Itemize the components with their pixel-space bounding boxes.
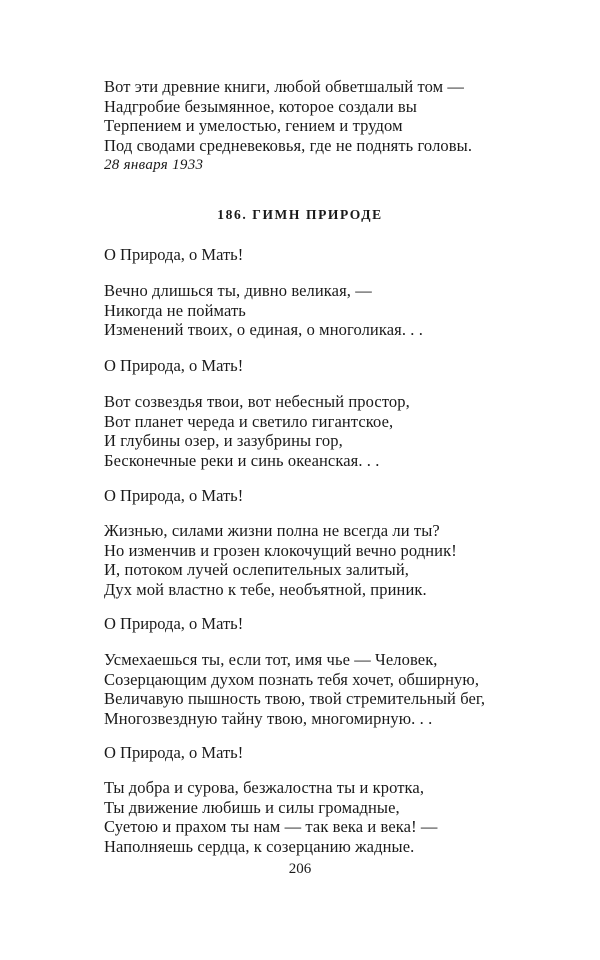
previous-poem-stanza	[104, 77, 564, 155]
poem-line: Ты движение любишь и силы громадные,	[104, 797, 400, 817]
poem-line: Но изменчив и грозен клокочущий вечно родник!	[104, 540, 457, 560]
poem-line: Вот созвездья твои, вот небесный простор,	[104, 392, 410, 411]
refrain-line: О Природа, о Мать!	[104, 356, 244, 375]
stanza	[104, 521, 564, 599]
stanza	[104, 778, 564, 856]
poem-line: Многозвездную тайну твою, многомирную. . .	[104, 708, 433, 728]
poem-line: Суетою и прахом ты нам — так века и века! —	[104, 817, 438, 837]
poem-line: Изменений твоих, о единая, о многоликая. . .	[104, 320, 423, 340]
page-number: 206	[288, 861, 312, 877]
stanza	[104, 650, 564, 728]
poem-line: Усмехаешься ты, если тот, имя чье — Человек,	[104, 650, 438, 669]
refrain-line: О Природа, о Мать!	[104, 614, 244, 633]
poem-line: Жизнью, силами жизни полна не всегда ли ты?	[104, 521, 440, 540]
poem-line: Вечно длишься ты, дивно великая, —	[104, 281, 372, 300]
poem-line: И, потоком лучей ослепительных залитый,	[104, 560, 410, 580]
refrain-line: О Природа, о Мать!	[104, 245, 244, 264]
poem-title: 186. ГИМН ПРИРОДЕ	[217, 207, 383, 222]
poem-line: Терпением и умелостью, гением и трудом	[104, 116, 403, 136]
poem-line: Надгробие безымянное, которое создали вы	[104, 96, 417, 116]
poem-date: 28 января 1933	[104, 157, 204, 173]
poem-line: Никогда не поймать	[104, 300, 246, 320]
poem-line: Наполняешь сердца, к созерцанию жадные.	[104, 836, 415, 856]
poem-line: Бесконечные реки и синь океанская. . .	[104, 450, 380, 470]
poem-line: Вот эти древние книги, любой обветшалый том —	[104, 77, 464, 96]
refrain-line: О Природа, о Мать!	[104, 743, 244, 762]
stanza	[104, 281, 564, 340]
poem-line: Вот планет череда и светило гигантское,	[104, 411, 394, 431]
poem-line: Дух мой властно к тебе, необъятной, приник.	[104, 579, 427, 599]
stanza	[104, 392, 564, 470]
poem-line: Под сводами средневековья, где не поднять головы.	[104, 135, 473, 155]
poem-line: Созерцающим духом познать тебя хочет, обширную,	[104, 669, 480, 689]
poem-line: Величавую пышность твою, твой стремительный бег,	[104, 689, 486, 709]
poem-line: Ты добра и сурова, безжалостна ты и кротка,	[104, 778, 425, 797]
refrain-line: О Природа, о Мать!	[104, 486, 244, 505]
poem-line: И глубины озер, и зазубрины гор,	[104, 431, 343, 451]
